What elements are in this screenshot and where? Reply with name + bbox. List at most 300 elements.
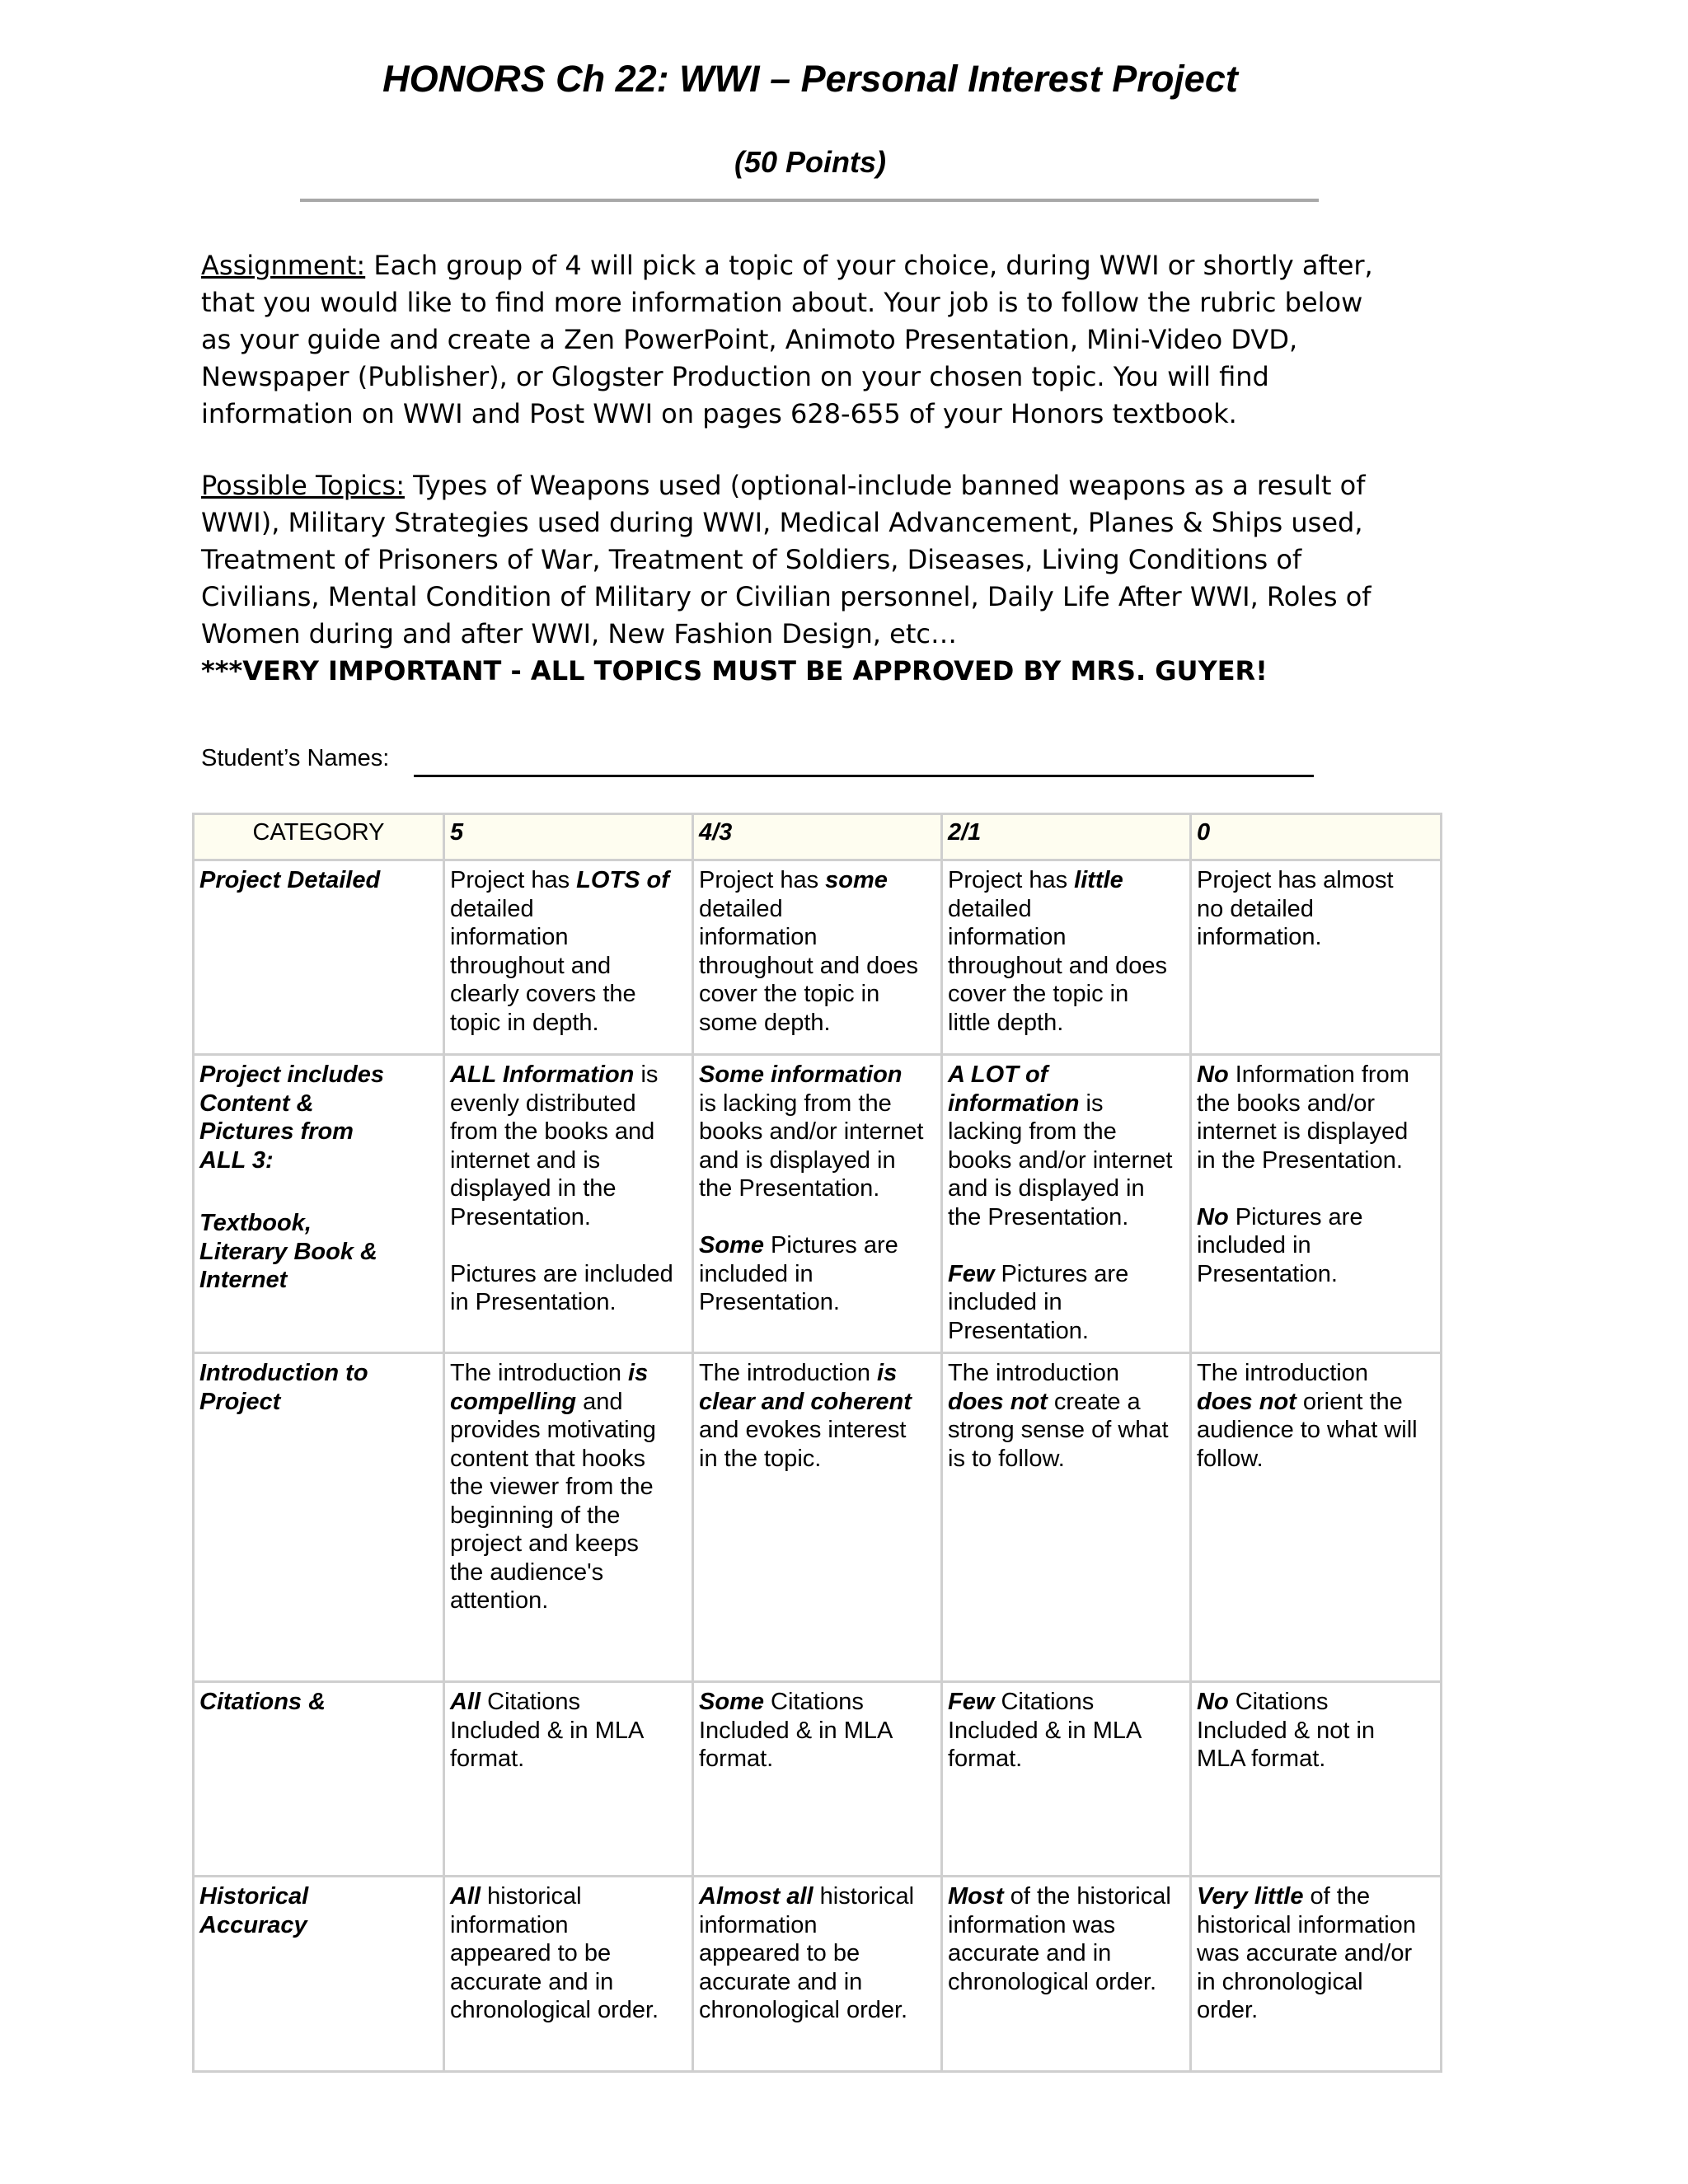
- emphasis-text: is: [877, 1360, 898, 1386]
- criteria-text: topic in depth.: [450, 1009, 599, 1036]
- assignment-label: Assignment:: [201, 250, 366, 281]
- emphasis-text: does not: [948, 1388, 1048, 1415]
- criteria-line: [1197, 1388, 1435, 1417]
- criteria-text: throughout and does: [699, 952, 919, 979]
- criteria-line: [948, 1288, 1184, 1317]
- criteria-line: [1197, 1260, 1435, 1289]
- criteria-text: order.: [1197, 1997, 1259, 2023]
- criteria-text: of the: [1303, 1883, 1371, 1910]
- emphasis-text: All: [450, 1883, 481, 1910]
- criteria-text: The introduction: [1197, 1360, 1368, 1386]
- criteria-line: [948, 923, 1184, 952]
- criteria-text: in chronological: [1197, 1968, 1363, 1995]
- rubric-header-row: [194, 814, 1442, 860]
- criteria-line: [948, 1445, 1184, 1474]
- category-label: ALL 3:: [199, 1146, 274, 1174]
- criteria-text: accurate and in: [699, 1968, 863, 1995]
- category-cell: [194, 1682, 444, 1877]
- rubric-criteria-cell: [942, 1682, 1191, 1877]
- criteria-text: and is displayed in: [699, 1146, 896, 1174]
- paragraph-gap: [450, 1231, 687, 1260]
- student-names-blank: [414, 775, 1314, 777]
- emphasis-text: information: [948, 1090, 1080, 1117]
- title-divider: [300, 199, 1319, 202]
- criteria-line: [450, 980, 687, 1009]
- criteria-text: displayed in the: [450, 1175, 617, 1202]
- criteria-line: [699, 1745, 935, 1774]
- assignment-paragraph: [201, 247, 1373, 433]
- criteria-text: information: [948, 924, 1067, 950]
- criteria-line: [1197, 1090, 1435, 1118]
- criteria-line: [948, 952, 1184, 981]
- header-score-0: 0: [1191, 814, 1442, 860]
- emphasis-text: Some: [699, 1232, 764, 1258]
- criteria-text: Project has: [948, 867, 1075, 893]
- criteria-line: [450, 923, 687, 952]
- criteria-text: books and/or internet: [948, 1146, 1173, 1174]
- criteria-line: [699, 895, 935, 924]
- rubric-criteria-cell: [444, 1353, 693, 1682]
- category-source-label: Internet: [199, 1267, 288, 1293]
- assignment-line-2: that you would like to find more information about. Your job is to follow the rubric below: [201, 287, 1363, 318]
- criteria-line: [1197, 1445, 1435, 1474]
- criteria-text: create a: [1047, 1388, 1141, 1415]
- criteria-text: in the topic.: [699, 1445, 822, 1472]
- criteria-text: some depth.: [699, 1009, 831, 1036]
- category-cell: [194, 1055, 444, 1353]
- criteria-line: [450, 1359, 687, 1388]
- criteria-line: [699, 1359, 935, 1388]
- criteria-text: follow.: [1197, 1445, 1264, 1472]
- criteria-line: [1197, 1688, 1435, 1717]
- category-label: Project Detailed: [199, 867, 381, 893]
- criteria-text: chronological order.: [450, 1997, 659, 2023]
- category-source-label: Literary Book &: [199, 1238, 377, 1265]
- criteria-text: the books and/or: [1197, 1090, 1376, 1117]
- paragraph-gap: [699, 1203, 935, 1232]
- criteria-text: Included & in MLA: [450, 1717, 645, 1744]
- criteria-line: [948, 1118, 1184, 1146]
- emphasis-text: A LOT of: [948, 1062, 1048, 1088]
- criteria-line: [948, 1968, 1184, 1997]
- rubric-criteria-cell: [693, 1682, 942, 1877]
- criteria-text: and: [576, 1388, 623, 1415]
- criteria-line: [450, 1090, 687, 1118]
- criteria-line: [450, 1061, 687, 1090]
- criteria-text: detailed: [948, 895, 1032, 922]
- criteria-text: audience to what will: [1197, 1417, 1418, 1443]
- criteria-text: in Presentation.: [450, 1289, 617, 1315]
- criteria-text: appeared to be: [450, 1940, 612, 1966]
- assignment-line-4: Newspaper (Publisher), or Glogster Production on your chosen topic. You will find: [201, 361, 1269, 392]
- category-label: Content &: [199, 1090, 314, 1117]
- criteria-line: [699, 1146, 935, 1175]
- criteria-line: [699, 1118, 935, 1146]
- criteria-line: [948, 1061, 1184, 1090]
- criteria-line: [699, 1260, 935, 1289]
- criteria-line: [450, 1288, 687, 1317]
- category-label: Introduction to: [199, 1360, 368, 1386]
- rubric-criteria-cell: [942, 860, 1191, 1055]
- rubric-row: [194, 860, 1442, 1055]
- criteria-text: Pictures are: [763, 1232, 898, 1258]
- criteria-text: MLA format.: [1197, 1746, 1326, 1772]
- header-score-5: 5: [444, 814, 693, 860]
- category-label: Pictures from: [199, 1118, 354, 1145]
- rubric-criteria-cell: [693, 1055, 942, 1353]
- rubric-row: [194, 1055, 1442, 1353]
- criteria-text: Citations: [994, 1689, 1095, 1715]
- rubric-criteria-cell: [942, 1055, 1191, 1353]
- emphasis-text: No: [1197, 1203, 1229, 1230]
- student-names-label: Student’s Names:: [201, 745, 390, 771]
- criteria-text: little depth.: [948, 1009, 1064, 1036]
- criteria-text: the audience's: [450, 1558, 604, 1586]
- criteria-line: [948, 1090, 1184, 1118]
- emphasis-text: does not: [1197, 1388, 1296, 1415]
- criteria-text: information: [699, 1911, 818, 1938]
- criteria-line: [1197, 1146, 1435, 1175]
- criteria-line: [948, 1359, 1184, 1388]
- criteria-text: format.: [699, 1746, 774, 1772]
- criteria-line: [450, 895, 687, 924]
- criteria-text: The introduction: [450, 1360, 629, 1386]
- category-label: Accuracy: [199, 1911, 307, 1938]
- criteria-line: [450, 1558, 687, 1587]
- topics-text: Types of Weapons used (optional-include banned weapons as a result of: [404, 470, 1366, 501]
- emphasis-text: Very little: [1197, 1883, 1304, 1910]
- category-label: Project includes: [199, 1062, 385, 1088]
- criteria-text: accurate and in: [948, 1940, 1112, 1966]
- criteria-line: [1197, 895, 1435, 924]
- criteria-text: information: [699, 924, 818, 950]
- criteria-line: [450, 1203, 687, 1232]
- criteria-line: [948, 980, 1184, 1009]
- criteria-text: in the Presentation.: [1197, 1146, 1403, 1174]
- criteria-text: included in: [1197, 1232, 1311, 1258]
- criteria-line: [450, 1473, 687, 1502]
- page-title: HONORS Ch 22: WWI – Personal Interest Project: [382, 58, 1238, 100]
- criteria-line: [948, 1745, 1184, 1774]
- emphasis-text: some: [825, 867, 888, 893]
- criteria-text: of the historical: [1003, 1883, 1171, 1910]
- emphasis-text: Few: [948, 1260, 995, 1287]
- rubric-criteria-cell: [942, 1353, 1191, 1682]
- criteria-line: [948, 1174, 1184, 1203]
- criteria-line: [450, 1911, 687, 1940]
- criteria-text: from the books and: [450, 1118, 655, 1145]
- criteria-text: historical: [813, 1883, 915, 1910]
- criteria-line: [450, 1939, 687, 1968]
- emphasis-text: All: [450, 1689, 481, 1715]
- category-source-label: Textbook,: [199, 1210, 312, 1236]
- emphasis-text: compelling: [450, 1388, 577, 1415]
- header-score-2-1: 2/1: [942, 814, 1191, 860]
- criteria-line: [699, 1416, 935, 1445]
- criteria-line: [699, 1174, 935, 1203]
- criteria-line: [1197, 1968, 1435, 1997]
- criteria-line: [699, 866, 935, 895]
- criteria-text: Project has: [450, 867, 577, 893]
- criteria-line: [948, 1009, 1184, 1038]
- criteria-line: [1197, 1717, 1435, 1746]
- category-cell: [194, 1877, 444, 2072]
- rubric-row: [194, 1682, 1442, 1877]
- criteria-text: clearly covers the: [450, 981, 636, 1007]
- criteria-line: [1197, 1118, 1435, 1146]
- criteria-text: Included & not in: [1197, 1717, 1376, 1744]
- criteria-text: Project has almost: [1197, 867, 1394, 893]
- topics-label: Possible Topics:: [201, 470, 405, 501]
- criteria-text: internet is displayed: [1197, 1118, 1409, 1145]
- criteria-text: was accurate and/or: [1197, 1940, 1413, 1966]
- criteria-text: cover the topic in: [699, 981, 880, 1007]
- topics-paragraph: [201, 467, 1372, 690]
- criteria-line: [450, 1530, 687, 1558]
- assignment-line-5: information on WWI and Post WWI on pages 628-655 of your Honors textbook.: [201, 398, 1237, 429]
- criteria-text: chronological order.: [948, 1968, 1157, 1995]
- criteria-line: [948, 1911, 1184, 1940]
- criteria-line: [699, 1445, 935, 1474]
- criteria-line: [699, 1968, 935, 1997]
- criteria-text: appeared to be: [699, 1940, 860, 1966]
- criteria-line: [450, 952, 687, 981]
- criteria-line: [450, 1388, 687, 1417]
- rubric-criteria-cell: [942, 1877, 1191, 2072]
- criteria-text: attention.: [450, 1587, 549, 1614]
- criteria-text: Citations: [481, 1689, 580, 1715]
- criteria-line: [450, 1174, 687, 1203]
- criteria-text: throughout and does: [948, 952, 1168, 979]
- criteria-line: [1197, 1745, 1435, 1774]
- emphasis-text: little: [1074, 867, 1123, 893]
- criteria-line: [948, 1203, 1184, 1232]
- criteria-text: lacking from the: [948, 1118, 1117, 1145]
- rubric-row: [194, 1353, 1442, 1682]
- criteria-line: [948, 1717, 1184, 1746]
- emphasis-text: Most: [948, 1883, 1004, 1910]
- rubric-row: [194, 1877, 1442, 2072]
- criteria-text: Included & in MLA: [948, 1717, 1142, 1744]
- criteria-text: throughout and: [450, 952, 612, 979]
- criteria-text: books and/or internet: [699, 1118, 924, 1145]
- category-cell: [194, 1353, 444, 1682]
- criteria-line: [1197, 1203, 1435, 1232]
- criteria-text: Presentation.: [450, 1203, 591, 1230]
- criteria-text: project and keeps: [450, 1530, 639, 1557]
- criteria-line: [1197, 1416, 1435, 1445]
- criteria-line: [1197, 1911, 1435, 1940]
- topics-line-1: [201, 467, 1366, 504]
- rubric-criteria-cell: [693, 1353, 942, 1682]
- category-label: Citations &: [199, 1689, 326, 1715]
- criteria-line: [450, 1502, 687, 1530]
- criteria-line: [948, 1317, 1184, 1346]
- criteria-line: [1197, 866, 1435, 895]
- criteria-text: Citations: [763, 1689, 864, 1715]
- assignment-line-3: as your guide and create a Zen PowerPoint, Animoto Presentation, Mini-Video DVD,: [201, 324, 1298, 355]
- criteria-text: historical: [481, 1883, 582, 1910]
- criteria-text: Included & in MLA: [699, 1717, 893, 1744]
- criteria-text: beginning of the: [450, 1502, 621, 1529]
- emphasis-text: is: [628, 1360, 649, 1386]
- criteria-line: [1197, 1882, 1435, 1911]
- criteria-text: The introduction: [699, 1360, 878, 1386]
- criteria-text: Presentation.: [1197, 1260, 1338, 1287]
- emphasis-text: LOTS of: [576, 867, 669, 893]
- criteria-line: [699, 1388, 935, 1417]
- criteria-line: [450, 1146, 687, 1175]
- criteria-text: The introduction: [948, 1360, 1119, 1386]
- criteria-text: internet and is: [450, 1146, 601, 1174]
- criteria-text: information.: [1197, 924, 1322, 950]
- criteria-line: [948, 1688, 1184, 1717]
- criteria-line: [948, 1260, 1184, 1289]
- rubric-criteria-cell: [1191, 1877, 1442, 2072]
- criteria-text: detailed: [450, 895, 534, 922]
- criteria-line: [450, 866, 687, 895]
- criteria-line: [948, 1939, 1184, 1968]
- criteria-line: [699, 952, 935, 981]
- criteria-text: information was: [948, 1911, 1116, 1938]
- criteria-line: [1197, 1996, 1435, 2025]
- criteria-line: [699, 1882, 935, 1911]
- emphasis-text: ALL Information: [450, 1062, 635, 1088]
- criteria-text: cover the topic in: [948, 981, 1129, 1007]
- criteria-line: [450, 1445, 687, 1474]
- criteria-line: [948, 895, 1184, 924]
- approval-notice: ***VERY IMPORTANT - ALL TOPICS MUST BE APPROVED BY MRS. GUYER!: [201, 655, 1268, 687]
- criteria-line: [450, 1996, 687, 2025]
- topics-line-4: Civilians, Mental Condition of Military or Civilian personnel, Daily Life After WWI, Roles of: [201, 581, 1372, 612]
- criteria-line: [450, 1717, 687, 1746]
- rubric-table: [192, 813, 1442, 2073]
- criteria-text: the Presentation.: [948, 1203, 1129, 1230]
- criteria-text: the viewer from the: [450, 1474, 654, 1500]
- criteria-text: and is displayed in: [948, 1175, 1145, 1202]
- criteria-line: [699, 1911, 935, 1940]
- criteria-text: format.: [450, 1746, 525, 1772]
- rubric-criteria-cell: [693, 1877, 942, 2072]
- header-score-4-3: 4/3: [693, 814, 942, 860]
- paragraph-gap: [1197, 1174, 1435, 1203]
- criteria-line: [450, 1688, 687, 1717]
- criteria-line: [450, 1968, 687, 1997]
- criteria-text: provides motivating: [450, 1417, 656, 1443]
- emphasis-text: No: [1197, 1062, 1229, 1088]
- criteria-line: [450, 1882, 687, 1911]
- emphasis-text: Few: [948, 1689, 995, 1715]
- criteria-line: [450, 1260, 687, 1289]
- criteria-line: [948, 1882, 1184, 1911]
- criteria-text: information: [450, 1911, 569, 1938]
- criteria-line: [948, 1416, 1184, 1445]
- criteria-line: [450, 1416, 687, 1445]
- emphasis-text: Almost all: [699, 1883, 814, 1910]
- emphasis-text: No: [1197, 1689, 1229, 1715]
- criteria-text: orient the: [1296, 1388, 1403, 1415]
- rubric-criteria-cell: [444, 860, 693, 1055]
- criteria-line: [699, 1009, 935, 1038]
- category-label: Historical: [199, 1883, 309, 1910]
- criteria-line: [1197, 923, 1435, 952]
- criteria-text: Information from: [1228, 1062, 1409, 1088]
- criteria-text: accurate and in: [450, 1968, 614, 1995]
- criteria-text: included in: [699, 1260, 814, 1287]
- criteria-text: Pictures are included: [450, 1260, 673, 1287]
- criteria-line: [699, 1717, 935, 1746]
- rubric-criteria-cell: [693, 860, 942, 1055]
- assignment-line-1: [201, 247, 1373, 284]
- criteria-line: [699, 1090, 935, 1118]
- criteria-line: [699, 980, 935, 1009]
- category-label: Project: [199, 1388, 281, 1415]
- criteria-line: [450, 1745, 687, 1774]
- criteria-line: [699, 1996, 935, 2025]
- criteria-line: [699, 1231, 935, 1260]
- criteria-line: [948, 1388, 1184, 1417]
- criteria-line: [699, 923, 935, 952]
- criteria-text: is lacking from the: [699, 1090, 892, 1117]
- criteria-text: Citations: [1228, 1689, 1329, 1715]
- criteria-line: [450, 1009, 687, 1038]
- rubric-criteria-cell: [444, 1682, 693, 1877]
- rubric-criteria-cell: [1191, 860, 1442, 1055]
- category-sources: [199, 1209, 438, 1295]
- criteria-line: [699, 1061, 935, 1090]
- criteria-text: no detailed: [1197, 895, 1314, 922]
- criteria-text: detailed: [699, 895, 783, 922]
- criteria-text: the Presentation.: [699, 1175, 880, 1202]
- criteria-line: [699, 1288, 935, 1317]
- criteria-text: historical information: [1197, 1911, 1416, 1938]
- criteria-text: strong sense of what: [948, 1417, 1169, 1443]
- emphasis-text: Some: [699, 1689, 764, 1715]
- criteria-line: [450, 1118, 687, 1146]
- criteria-text: Presentation.: [699, 1289, 840, 1315]
- header-category: CATEGORY: [194, 814, 444, 860]
- rubric-criteria-cell: [1191, 1353, 1442, 1682]
- criteria-line: [699, 1939, 935, 1968]
- criteria-line: [1197, 1061, 1435, 1090]
- criteria-text: evenly distributed: [450, 1090, 636, 1117]
- criteria-text: information: [450, 924, 569, 950]
- category-cell: [194, 860, 444, 1055]
- rubric-criteria-cell: [444, 1055, 693, 1353]
- criteria-line: [1197, 1359, 1435, 1388]
- criteria-text: Project has: [699, 867, 826, 893]
- criteria-text: format.: [948, 1746, 1023, 1772]
- criteria-text: Presentation.: [948, 1317, 1089, 1344]
- criteria-text: included in: [948, 1289, 1062, 1315]
- rubric-criteria-cell: [1191, 1682, 1442, 1877]
- points-subtitle: (50 Points): [734, 145, 887, 179]
- criteria-text: and evokes interest: [699, 1417, 907, 1443]
- criteria-text: is: [634, 1062, 659, 1088]
- emphasis-text: clear and coherent: [699, 1388, 912, 1415]
- criteria-text: is to follow.: [948, 1445, 1065, 1472]
- criteria-text: chronological order.: [699, 1997, 908, 2023]
- criteria-text: Pictures are: [994, 1260, 1129, 1287]
- criteria-line: [1197, 1939, 1435, 1968]
- topics-line-3: Treatment of Prisoners of War, Treatment of Soldiers, Diseases, Living Conditions of: [201, 544, 1302, 575]
- rubric-criteria-cell: [444, 1877, 693, 2072]
- criteria-text: content that hooks: [450, 1445, 645, 1472]
- criteria-line: [699, 1688, 935, 1717]
- criteria-line: [450, 1586, 687, 1615]
- criteria-line: [1197, 1231, 1435, 1260]
- criteria-line: [948, 866, 1184, 895]
